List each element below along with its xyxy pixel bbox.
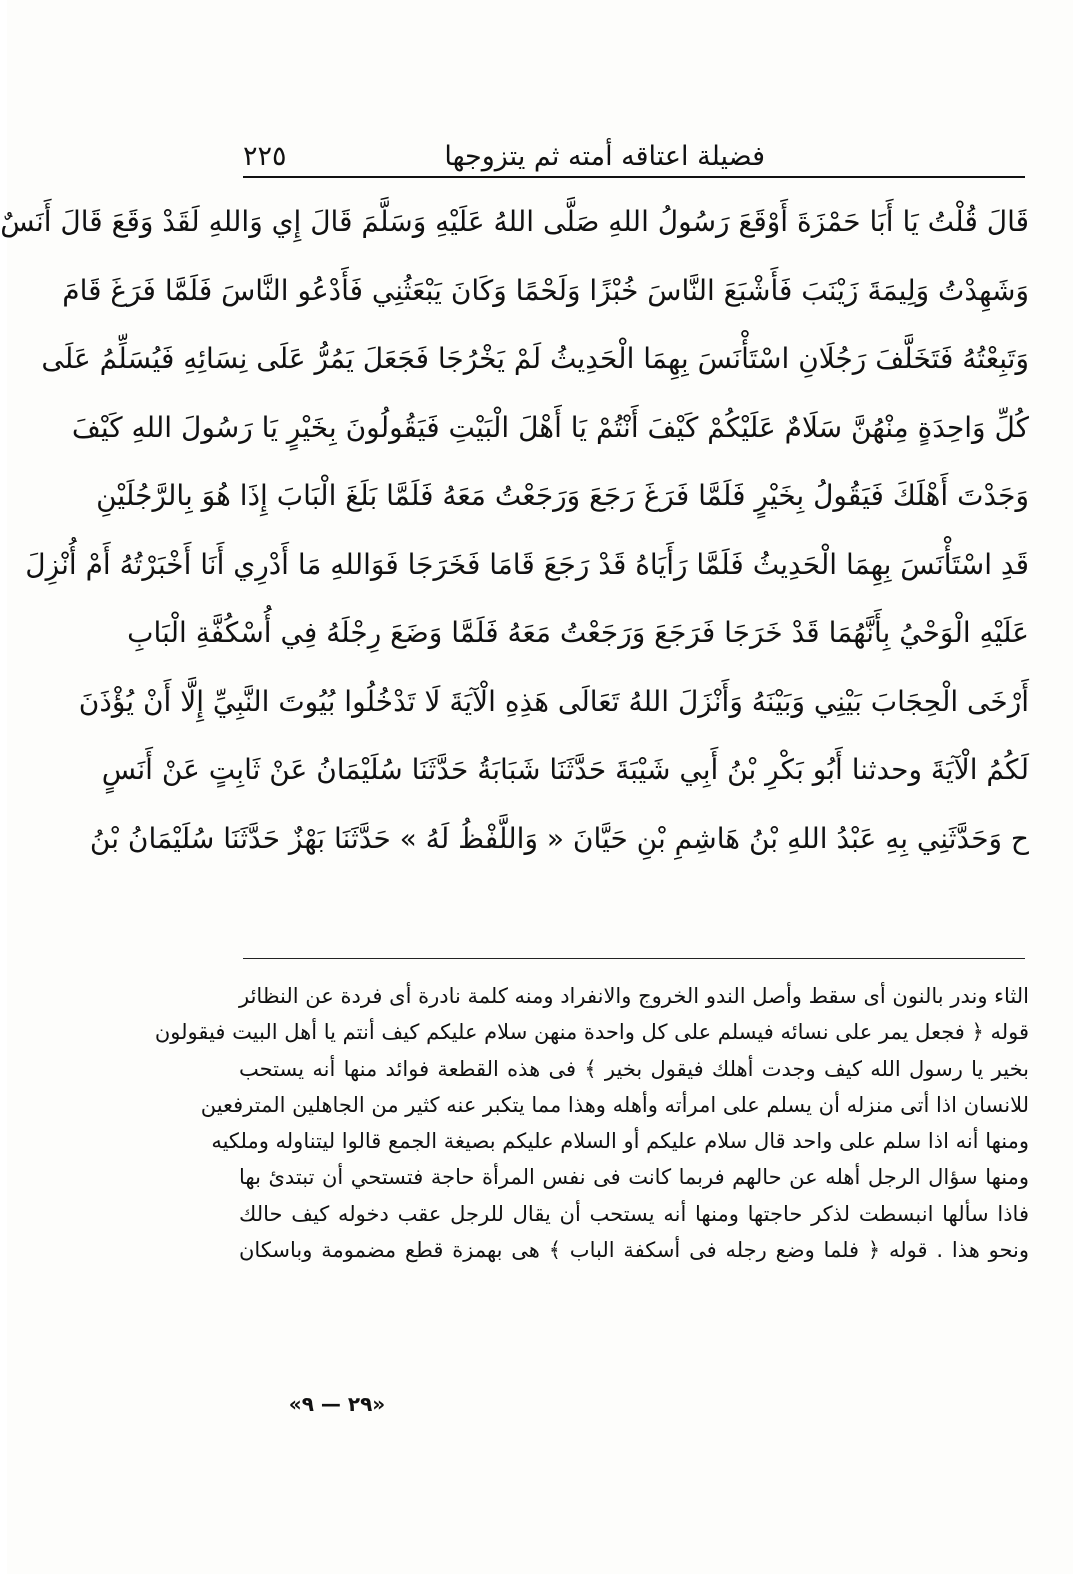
text-line: أَرْخَى الْحِجَابَ بَيْنِي وَبَيْنَهُ وَأَنْزَلَ اللهُ تَعَالَى هَذِهِ الْآيَةَ لَا تَدْخُلُوا بُيُوتَ النَّبِيِّ إِلَّا أَنْ يُؤْذَنَ	[78, 684, 1029, 718]
text-line: لَكُمُ الْآيَةَ وحدثنا أَبُو بَكْرِ بْنُ أَبِي شَيْبَةَ حَدَّثَنَا شَبَابَةُ حَدَّثَنَا سُلَيْمَانُ عَنْ ثَابِتٍ عَنْ أَنَسٍ	[101, 753, 1029, 786]
running-title: فضيلة اعتاقه أمته ثم يتزوجها	[444, 141, 765, 172]
commentary-text	[154, 978, 1029, 1268]
text-line: كُلِّ وَاحِدَةٍ مِنْهُنَّ سَلَامٌ عَلَيْكُمْ كَيْفَ أَنْتُمْ يَا أَهْلَ الْبَيْتِ فَيَقُولُونَ بِخَيْرٍ يَا رَسُولَ اللهِ كَيْفَ	[71, 410, 1029, 444]
text-line: وَجَدْتَ أَهْلَكَ فَيَقُولُ بِخَيْرٍ فَلَمَّا فَرَغَ رَجَعَ وَرَجَعْتُ مَعَهُ فَلَمَّا بَلَغَ الْبَابَ إِذَا هُوَ بِالرَّجُلَيْنِ	[96, 479, 1029, 512]
text-line: ح وَحَدَّثَنِي بِهِ عَبْدُ اللهِ بْنُ هَاشِمِ بْنِ حَيَّانَ « وَاللَّفْظُ لَهُ » حَدَّثَنَا بَهْزٌ حَدَّثَنَا سُلَيْمَانُ بْنُ	[89, 821, 1029, 855]
page-header	[243, 128, 1023, 172]
header-rule	[243, 176, 1025, 178]
text-line: قَدِ اسْتَأْنَسَ بِهِمَا الْحَدِيثُ فَلَمَّا رَأَيَاهُ قَدْ رَجَعَ قَامَا فَخَرَجَا فَوَاللهِ مَا أَدْرِي أَنَا أَخْبَرْتُهُ أَمْ أُنْزِلَ	[25, 547, 1029, 581]
text-line: وَشَهِدْتُ وَلِيمَةَ زَيْنَبَ فَأَشْبَعَ النَّاسَ خُبْزًا وَلَحْمًا وَكَانَ يَبْعَثُنِي فَأَدْعُو النَّاسَ فَلَمَّا فَرَغَ قَامَ	[62, 273, 1029, 307]
commentary-line: ونحو هذا . قوله ﴿ فلما وضع رجله فى أسكفة الباب ﴾ هى بهمزة قطع مضمومة وباسكان	[239, 1238, 1029, 1263]
page-number: ٢٢٥	[243, 141, 287, 172]
commentary-line: ومنها سؤال الرجل أهله عن حالهم فربما كانت فى نفس المرأة حاجة فتستحي أن تبتدئ بها	[239, 1165, 1029, 1190]
section-divider	[243, 958, 1025, 959]
commentary-line: بخير يا رسول الله كيف وجدت أهلك فيقول بخير ﴾ فى هذه القطعة فوائد منها أنه يستحب	[239, 1056, 1029, 1081]
text-line: قَالَ قُلْتُ يَا أَبَا حَمْزَةَ أَوْقَعَ رَسُولُ اللهِ صَلَّى اللهُ عَلَيْهِ وَسَلَّمَ قَالَ إِي وَاللهِ لَقَدْ وَقَعَ قَالَ أَنَسٌ	[0, 205, 1029, 238]
commentary-line: ومنها أنه اذا سلم على واحد قال سلام عليكم أو السلام عليكم بصيغة الجمع قالوا ليتناوله وملكيه	[211, 1129, 1029, 1154]
signature-mark: «٢٩ — ٩»	[288, 1392, 386, 1416]
commentary-line: الثاء وندر بالنون أى سقط وأصل الندو الخروج والانفراد ومنه كلمة نادرة أى فردة عن النظائر	[239, 984, 1029, 1008]
text-line: وَتَبِعْتُهُ فَتَخَلَّفَ رَجُلَانِ اسْتَأْنَسَ بِهِمَا الْحَدِيثُ لَمْ يَخْرُجَا فَجَعَلَ يَمُرُّ عَلَى نِسَائِهِ فَيُسَلِّمُ عَلَى	[41, 342, 1029, 375]
text-line: عَلَيْهِ الْوَحْيُ بِأَنَّهُمَا قَدْ خَرَجَا فَرَجَعَ وَرَجَعْتُ مَعَهُ فَلَمَّا وَضَعَ رِجْلَهُ فِي أُسْكُفَّةِ الْبَابِ	[127, 616, 1029, 649]
commentary-line: للانسان اذا أتى منزله أن يسلم على امرأته وأهله وهذا مما يتكبر عنه كثير من الجاهلين المترفعين	[200, 1092, 1029, 1117]
commentary-line: قوله ﴿ فجعل يمر على نسائه فيسلم على كل واحدة منهن سلام عليكم كيف أنتم يا أهل البيت فيقولون	[154, 1020, 1029, 1045]
commentary-line: فاذا سألها انبسطت لذكر حاجتها ومنها أنه يستحب أن يقال للرجل عقب دخوله كيف حالك	[239, 1201, 1029, 1226]
hadith-text	[0, 188, 1029, 873]
